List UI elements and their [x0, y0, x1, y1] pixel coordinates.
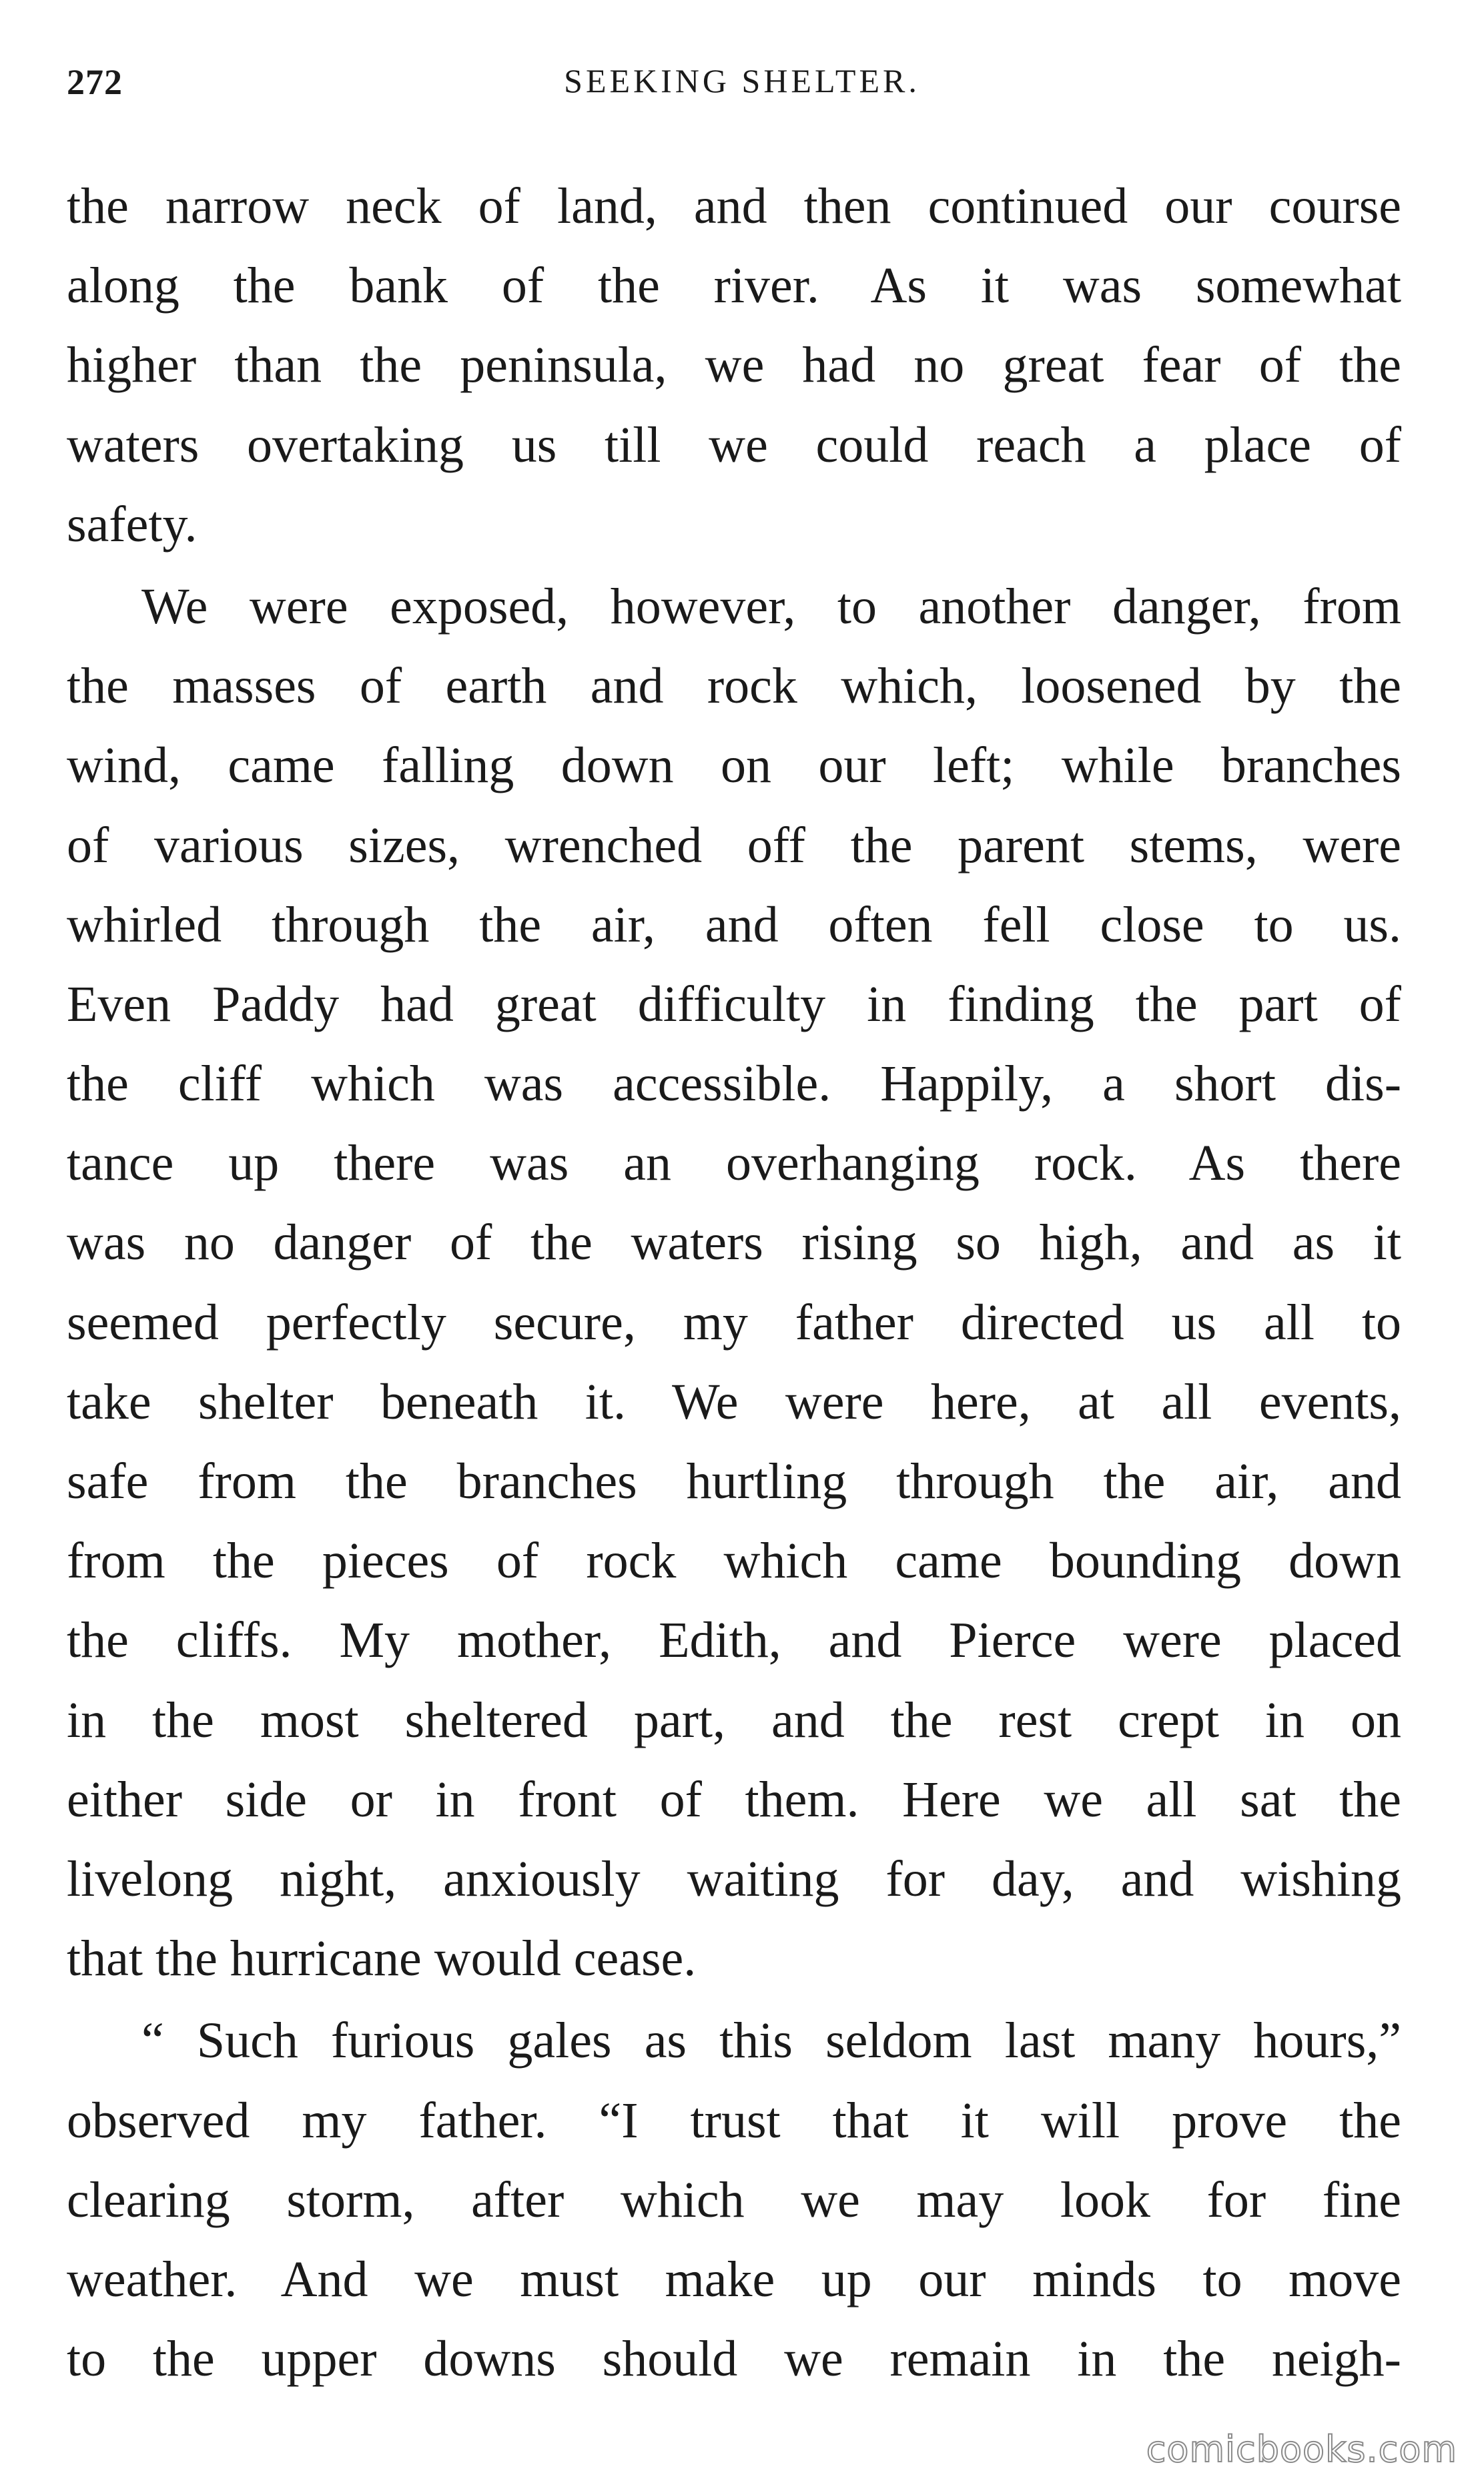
text-line: from the pieces of rock which came bounding down	[67, 1533, 1401, 1589]
text-line: wind, came falling down on our left; while branches	[67, 737, 1401, 794]
running-head	[67, 61, 1417, 115]
text-line: in the most sheltered part, and the rest crept in on	[67, 1692, 1401, 1748]
text-line: seemed perfectly secure, my father directed us all to	[67, 1294, 1401, 1351]
text-line: whirled through the air, and often fell close to us.	[67, 896, 1401, 953]
text-line: safety.	[67, 496, 198, 553]
running-title: SEEKING SHELTER.	[564, 62, 920, 99]
text-line: observed my father. “I trust that it will prove the	[67, 2092, 1401, 2149]
text-line: clearing storm, after which we may look for fine	[67, 2171, 1401, 2228]
text-line: weather. And we must make up our minds to move	[67, 2251, 1401, 2307]
text-line: the cliffs. My mother, Edith, and Pierce were placed	[67, 1612, 1401, 1669]
text-line: Even Paddy had great difficulty in finding the part of	[67, 976, 1401, 1032]
text-line: of various sizes, wrenched off the parent stems, were	[67, 817, 1401, 873]
body-text	[67, 167, 1401, 2399]
text-line: to the upper downs should we remain in the neigh-	[67, 2331, 1401, 2388]
text-line: the masses of earth and rock which, loosened by the	[67, 658, 1401, 715]
text-line: higher than the peninsula, we had no great fear of the	[67, 337, 1401, 394]
text-line: was no danger of the waters rising so high, and as it	[67, 1214, 1401, 1271]
text-line: tance up there was an overhanging rock. As there	[67, 1135, 1401, 1192]
watermark-logo: comicbooks.com	[1146, 2428, 1457, 2470]
text-line: We were exposed, however, to another danger, from	[141, 578, 1401, 635]
text-line: “ Such furious gales as this seldom last many hours,”	[141, 2013, 1401, 2069]
text-line: that the hurricane would cease.	[67, 1930, 697, 1987]
text-line: the cliff which was accessible. Happily, a short dis-	[67, 1056, 1401, 1112]
text-line: livelong night, anxiously waiting for day, and wishing	[67, 1850, 1401, 1907]
text-line: along the bank of the river. As it was somewhat	[67, 258, 1401, 314]
text-line: either side or in front of them. Here we all sat the	[67, 1771, 1401, 1828]
text-line: take shelter beneath it. We were here, at all events,	[67, 1373, 1401, 1430]
text-line: the narrow neck of land, and then continued our course	[67, 178, 1401, 234]
text-line: waters overtaking us till we could reach a place of	[67, 416, 1401, 473]
text-line: safe from the branches hurtling through the air, and	[67, 1453, 1401, 1509]
page-number: 272	[67, 62, 123, 102]
